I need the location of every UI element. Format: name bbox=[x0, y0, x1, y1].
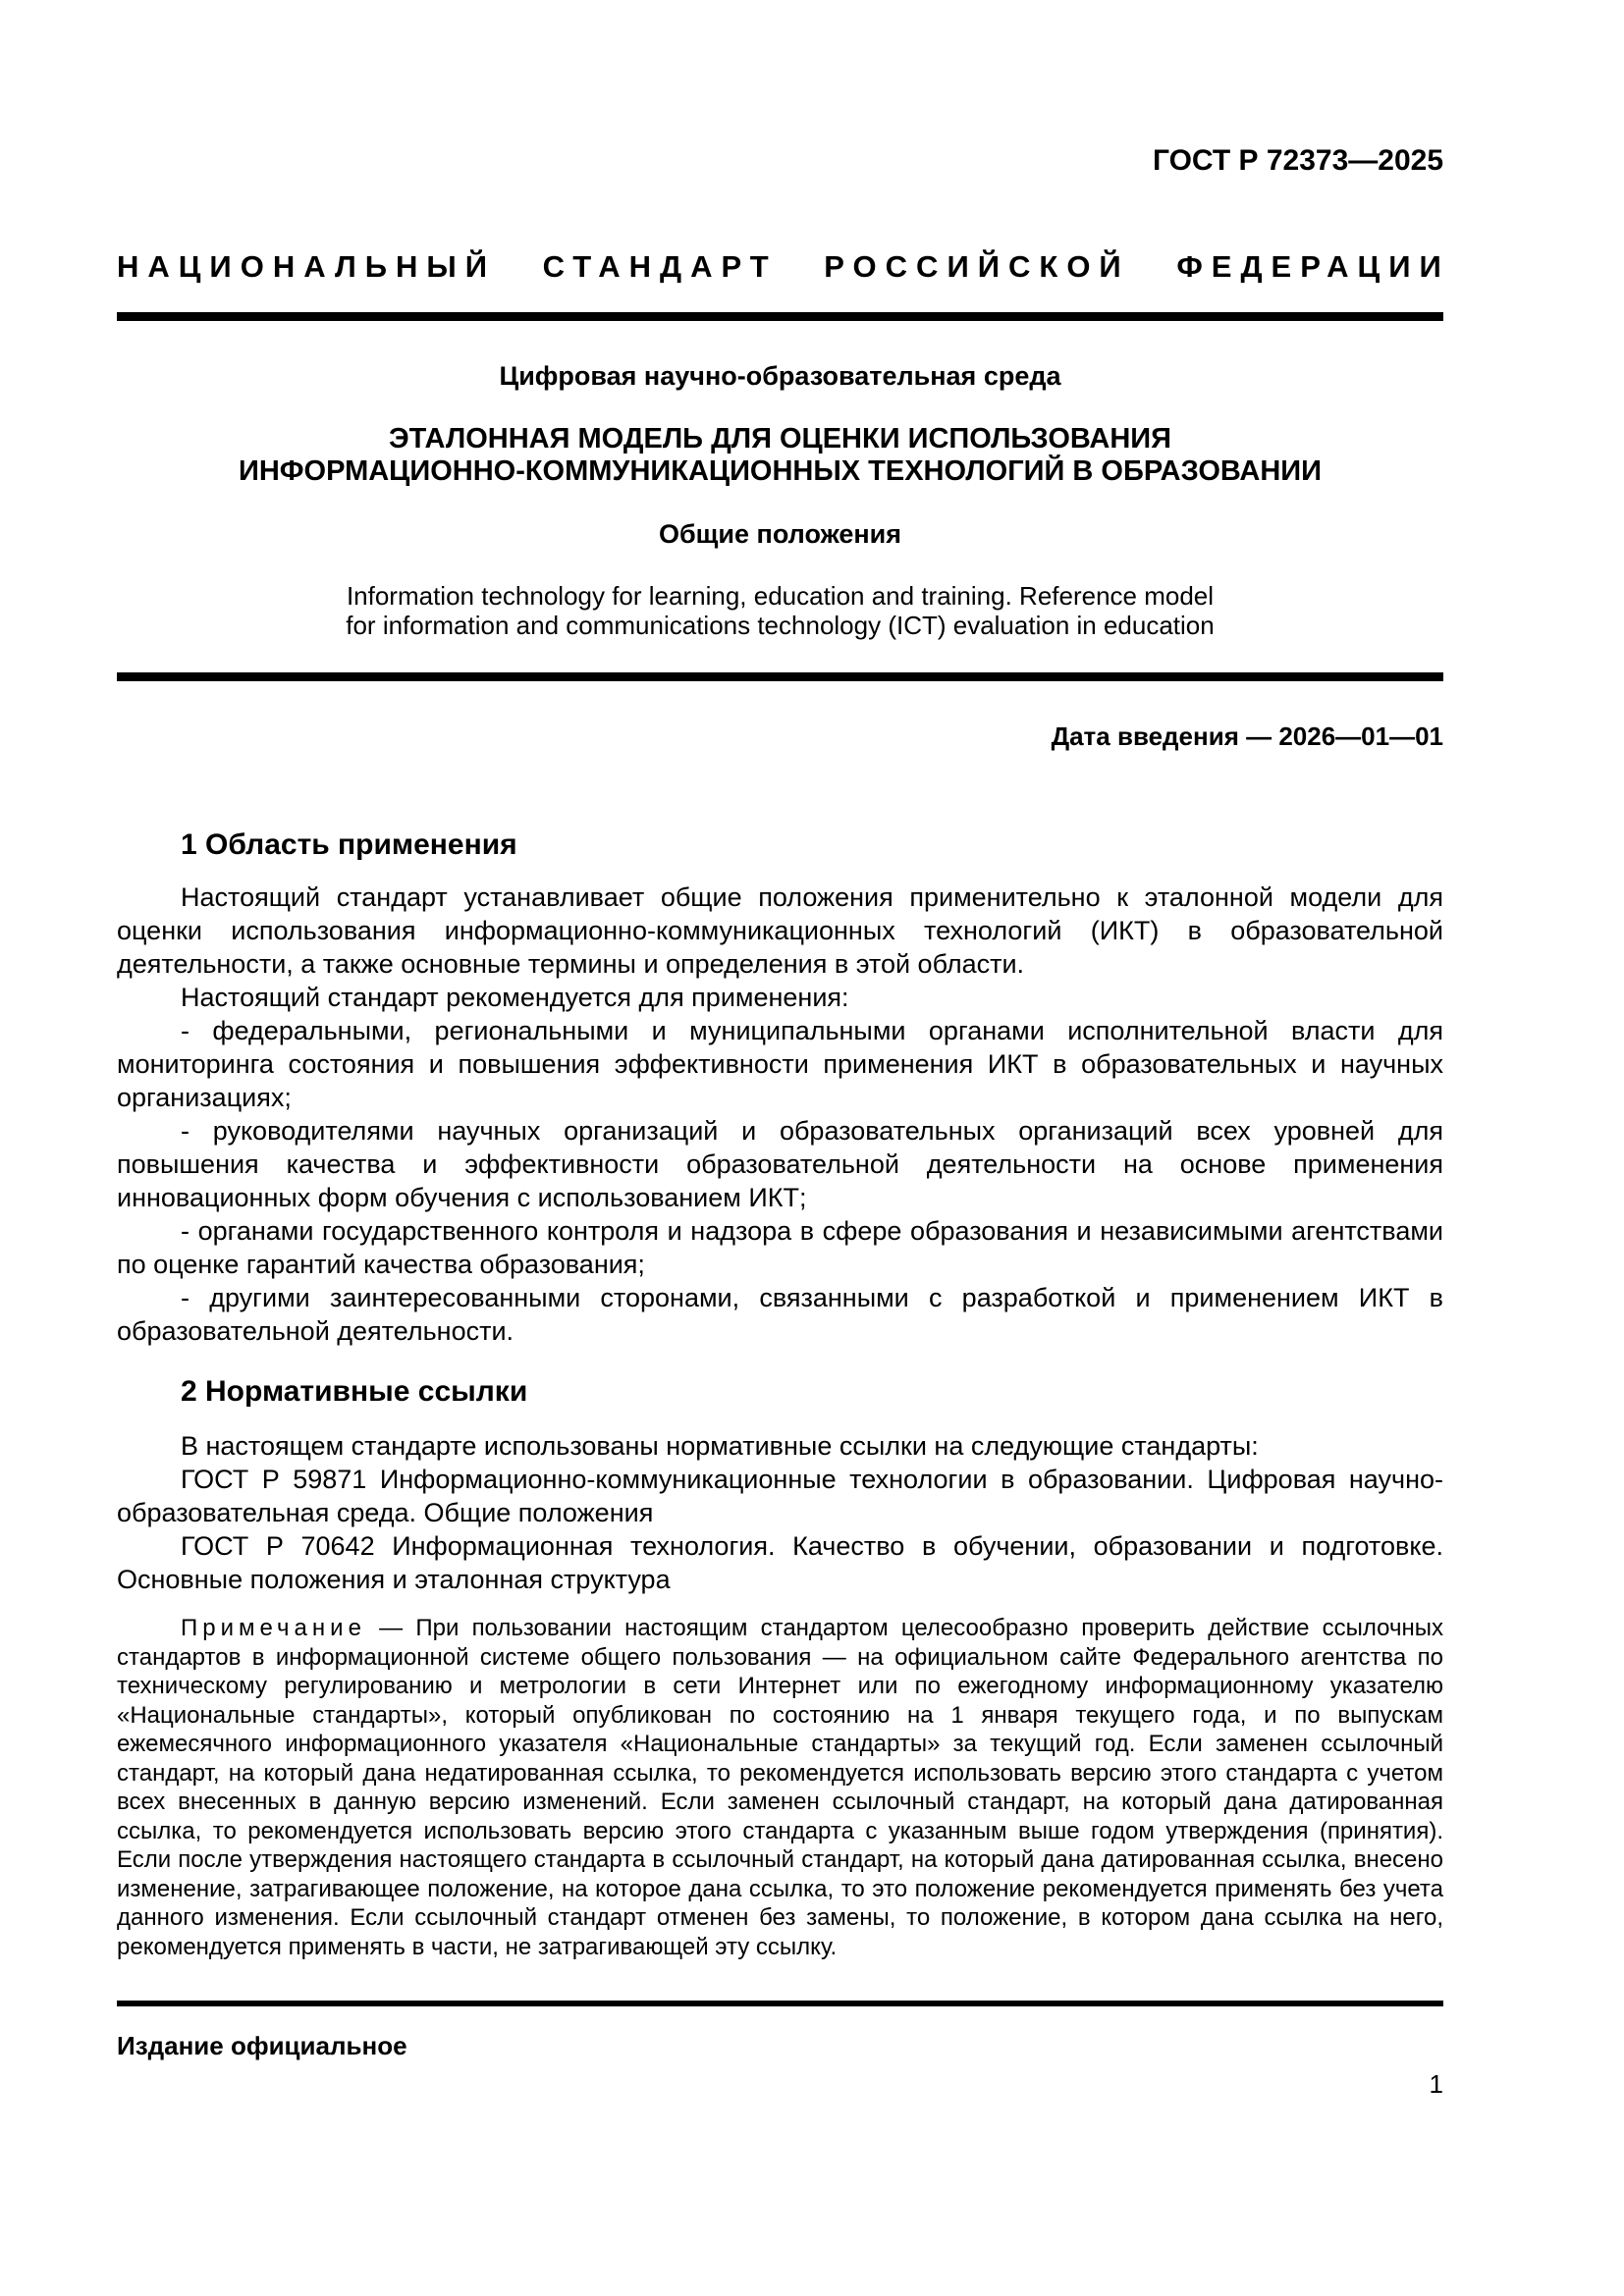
section-2-paragraph: В настоящем стандарте использованы нормативные ссылки на следующие стандарты: bbox=[181, 1431, 1259, 1461]
doc-number: ГОСТ Р 72373—2025 bbox=[1152, 144, 1443, 177]
section-2-heading: 2 Нормативные ссылки bbox=[181, 1375, 528, 1408]
subject-title: Цифровая научно-образовательная среда bbox=[499, 361, 1061, 391]
page-content bbox=[117, 0, 1450, 2099]
section-2-reference: ГОСТ Р 70642 Информационная технология. Качество в обучении, образовании и подготовке. Основные положения и эталонная структура bbox=[117, 1531, 1443, 1594]
footer-rule bbox=[117, 2001, 1443, 2006]
note-text: — При пользовании настоящим стандартом целесообразно проверить действие ссылочных стандартов в информационной системе общего пользования — на официальном сайте Федерального агентства по техническому регулированию и метрологии в сети Интернет или по ежегодному информационному указателю «Национальные стандарты», который опубликован по состоянию на 1 января текущего года, и по выпускам ежемесячного информационного указателя «Национальные стандарты» за текущий год. Если заменен ссылочный стандарт, на который дана недатированная ссылка, то рекомендуется использовать версию этого стандарта с учетом всех внесенных в данную версию изменений. Если заменен ссылочный стандарт, на который дана датированная ссылка, то рекомендуется использовать версию этого стандарта с указанным выше годом утверждения (принятия). Если после утверждения настоящего стандарта в ссылочный стандарт, на который дана датированная ссылка, внесено изменение, затрагивающее положение, на которое дана ссылка, то это положение рекомендуется применять без учета данного изменения. Если ссылочный стандарт отменен без замены, то положение, в котором дана ссылка на него, рекомендуется применять в части, не затрагивающей эту ссылку. bbox=[117, 1615, 1444, 1960]
edition-note: Издание официальное bbox=[117, 2031, 407, 2060]
english-title bbox=[117, 581, 1443, 640]
section-2-reference: ГОСТ Р 59871 Информационно-коммуникационные технологии в образовании. Цифровая научно-образовательная среда. Общие положения bbox=[117, 1465, 1443, 1527]
section-1-list-item: - руководителями научных организаций и образовательных организаций всех уровней для повышения качества и эффективности образовательной деятельности на основе применения инновационных форм обучения с использованием ИКТ; bbox=[117, 1116, 1443, 1212]
english-title-line-1: Information technology for learning, education and training. Reference model bbox=[346, 581, 1215, 611]
english-title-line-2: for information and communications technology (ICT) evaluation in education bbox=[346, 611, 1215, 640]
note bbox=[117, 1614, 1443, 1961]
section-1-paragraph: Настоящий стандарт рекомендуется для применения: bbox=[181, 983, 849, 1012]
note-label: Примечание bbox=[181, 1615, 366, 1641]
main-title-line-2: ИНФОРМАЦИОННО-КОММУНИКАЦИОННЫХ ТЕХНОЛОГИЙ В ОБРАЗОВАНИИ bbox=[239, 455, 1322, 487]
main-title-line-1: ЭТАЛОННАЯ МОДЕЛЬ ДЛЯ ОЦЕНКИ ИСПОЛЬЗОВАНИЯ bbox=[389, 423, 1171, 454]
header-rule bbox=[117, 312, 1443, 321]
effective-date: Дата введения — 2026—01—01 bbox=[1051, 721, 1443, 751]
subtitle: Общие положения bbox=[658, 519, 902, 549]
main-title bbox=[117, 423, 1443, 488]
section-1-heading: 1 Область применения bbox=[181, 828, 517, 861]
section-1-list-item: - федеральными, региональными и муниципальными органами исполнительной власти для мониторинга состояния и повышения эффективности применения ИКТ в образовательных и научных организациях; bbox=[117, 1016, 1443, 1112]
section-1-list-item: - органами государственного контроля и надзора в сфере образования и независимыми агентствами по оценке гарантий качества образования; bbox=[117, 1216, 1443, 1279]
national-standard-header: НАЦИОНАЛЬНЫЙ СТАНДАРТ РОССИЙСКОЙ ФЕДЕРАЦИИ bbox=[117, 249, 1450, 284]
section-1-list-item: - другими заинтересованными сторонами, связанными с разработкой и применением ИКТ в образовательной деятельности. bbox=[117, 1283, 1443, 1346]
section-1-paragraph: Настоящий стандарт устанавливает общие положения применительно к эталонной модели для оценки использования информационно-коммуникационных технологий (ИКТ) в образовательной деятельности, а также основные термины и определения в этой области. bbox=[117, 882, 1443, 979]
title-rule bbox=[117, 672, 1443, 681]
page-number: 1 bbox=[1429, 2069, 1443, 2099]
